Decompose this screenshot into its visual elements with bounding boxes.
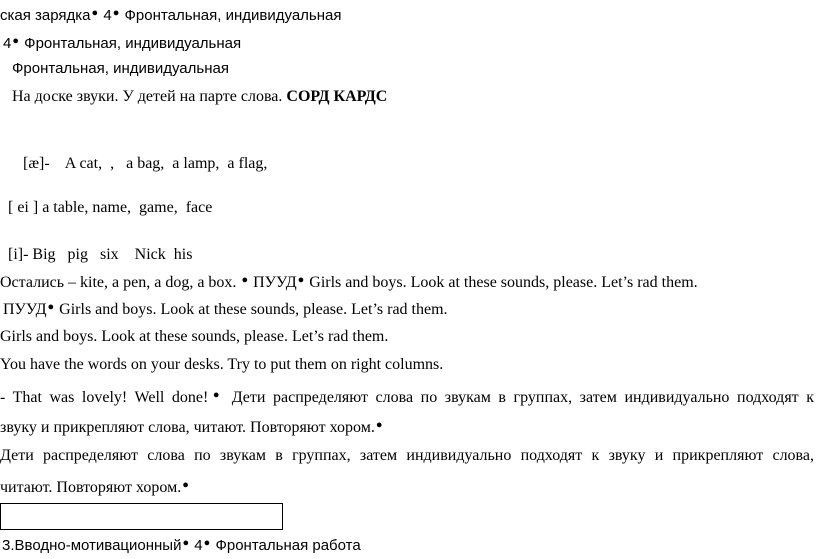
bullet-icon: ● xyxy=(91,7,99,19)
text: Фронтальная, индивидуальная xyxy=(20,35,242,52)
text: [i]- Big pig six Nick his xyxy=(8,246,193,263)
text: читают. Повторяют хором. xyxy=(0,479,182,496)
text: [ ei ] a table, name, game, face xyxy=(8,199,213,216)
line-12 xyxy=(0,385,814,408)
text: Дети распределяют слова по звукам в группах, затем индивидуально подходят к xyxy=(224,389,815,406)
text: ПУУД xyxy=(249,274,297,291)
text: Фронтальная, индивидуальная xyxy=(12,60,229,77)
text: Girls and boys. Look at these sounds, please. Let’s rad them. xyxy=(0,328,389,345)
text: [æ]- A cat, , a bag, a lamp, a flag, xyxy=(23,155,268,172)
bullet-icon: ● xyxy=(12,35,19,47)
text: - That was lovely! Well done! xyxy=(0,389,209,406)
text: 3.Вводно-мотивационный xyxy=(2,537,182,554)
text: Фронтальная, индивидуальная xyxy=(120,7,342,24)
text: звуку и прикрепляют слова, читают. Повторяют хором. xyxy=(0,419,375,436)
bullet-icon: ● xyxy=(112,7,120,19)
text: Girls and boys. Look at these sounds, please. Let’s rad them. xyxy=(305,274,698,291)
line-14 xyxy=(0,446,814,466)
bullet-icon: ● xyxy=(203,537,211,549)
bullet-icon: ● xyxy=(47,301,55,313)
line-11 xyxy=(0,355,443,375)
text: Остались – kite, a pen, a dog, a box. xyxy=(0,274,241,291)
line-5 xyxy=(15,134,267,174)
line-15 xyxy=(0,475,190,498)
text: 4 xyxy=(190,537,203,554)
line-6 xyxy=(0,178,212,218)
text: Дети распределяют слова по звукам в группах, затем индивидуально подходят к звуку и прикрепляют слова, xyxy=(0,447,814,464)
text: ская зарядка xyxy=(0,7,91,24)
text: Girls and boys. Look at these sounds, please. Let’s rad them. xyxy=(55,301,448,318)
line-7 xyxy=(0,225,192,265)
line-1 xyxy=(0,3,341,26)
bullet-icon: ● xyxy=(241,274,249,286)
text: 4 xyxy=(3,35,12,52)
line-4 xyxy=(12,87,387,107)
bold-text: СОРД КАРДС xyxy=(286,88,388,105)
bullet-icon: ● xyxy=(182,479,189,491)
bullet-icon: ● xyxy=(182,537,190,549)
text: You have the words on your desks. Try to put them on right columns. xyxy=(0,356,444,373)
line-10 xyxy=(0,327,388,347)
bullet-icon: ● xyxy=(297,274,305,286)
bullet-icon: ● xyxy=(375,419,383,431)
bullet-icon: ● xyxy=(209,389,224,401)
line-13 xyxy=(0,415,384,438)
line-3 xyxy=(12,59,229,79)
text: ПУУД xyxy=(3,301,47,318)
text: 4 xyxy=(99,7,112,24)
text: На доске звуки. У детей на парте слова. xyxy=(12,88,287,105)
empty-box xyxy=(0,503,283,530)
line-2 xyxy=(3,31,241,54)
line-9 xyxy=(3,297,448,320)
line-8 xyxy=(0,270,698,293)
text: Фронтальная работа xyxy=(211,537,361,554)
line-16 xyxy=(2,533,361,556)
